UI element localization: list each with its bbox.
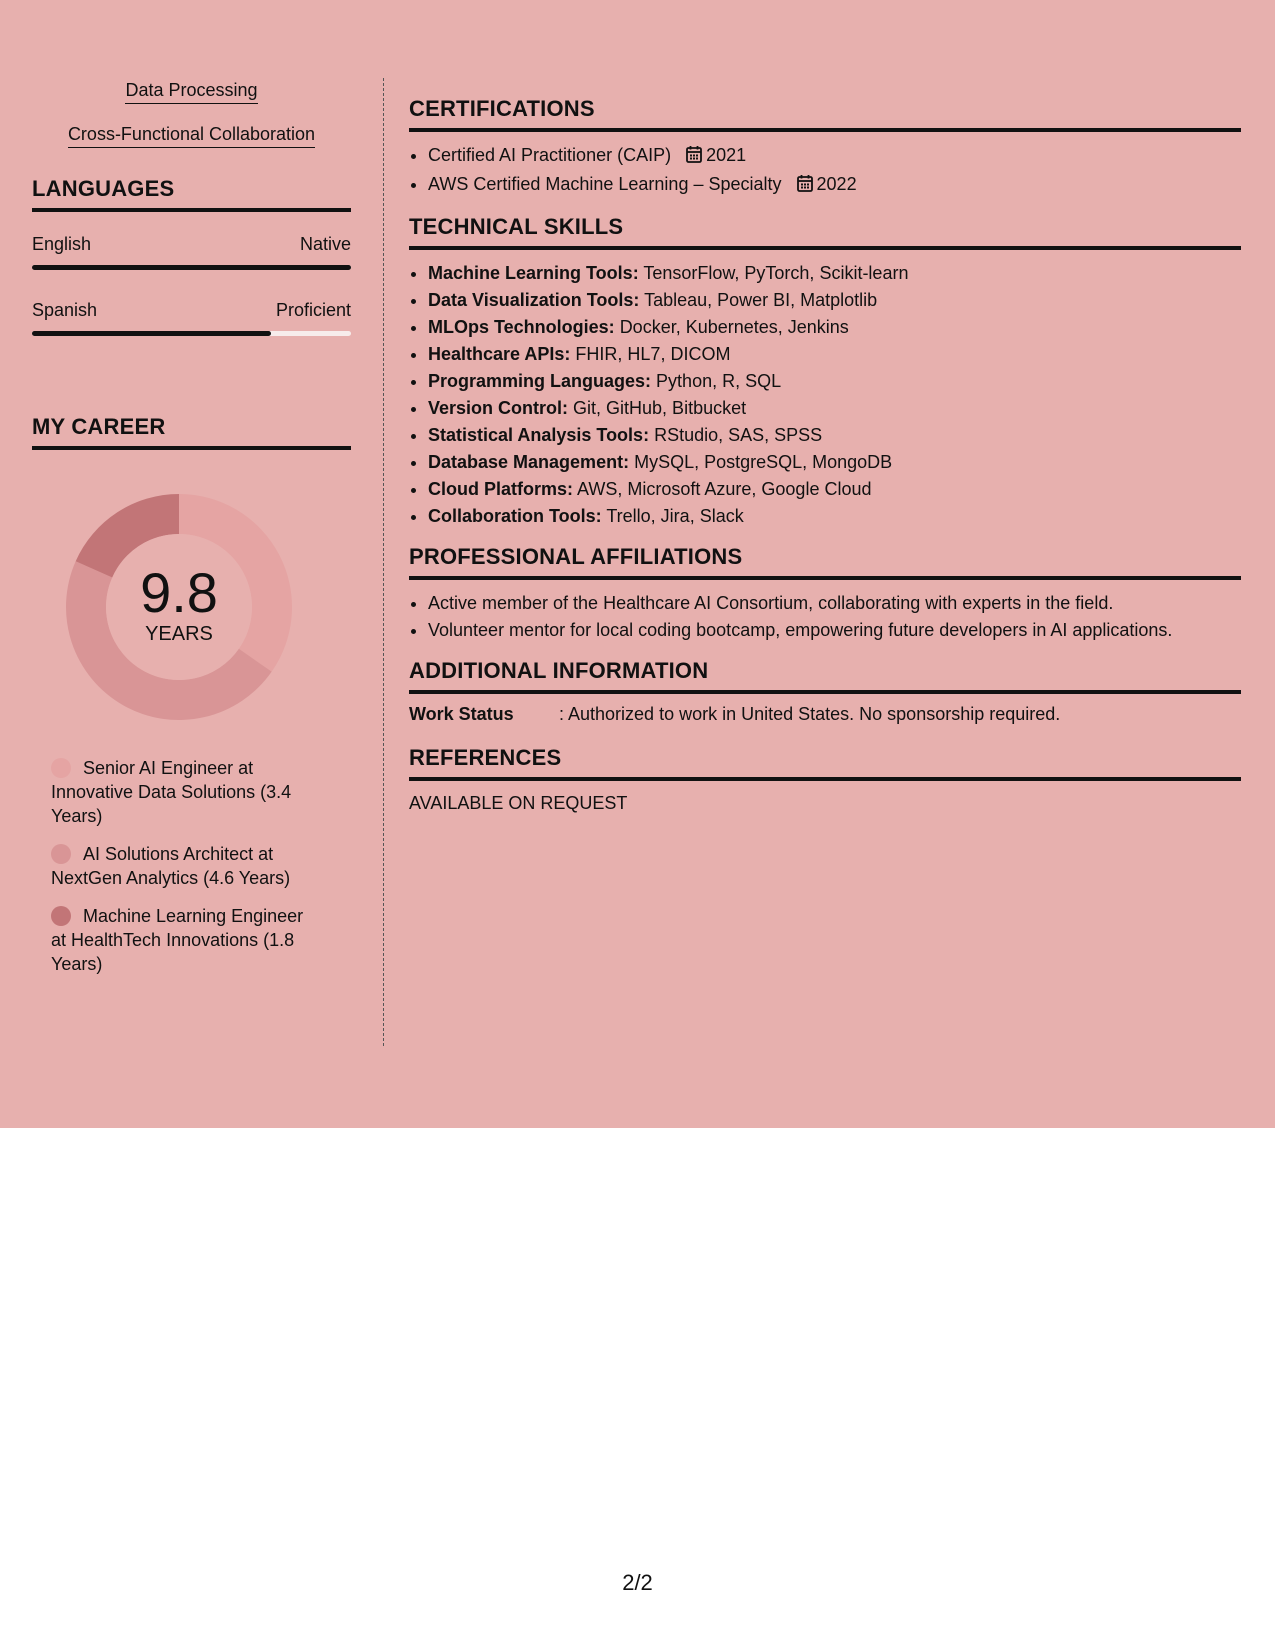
skill-tag: Cross-Functional Collaboration [32, 124, 351, 148]
work-status-label: Work Status [409, 704, 514, 724]
certifications-list [409, 142, 1241, 200]
career-donut-chart [66, 494, 292, 720]
career-section [32, 414, 351, 976]
career-total [66, 494, 292, 720]
column-divider [383, 78, 384, 1046]
technical-skills-section [409, 214, 1241, 530]
affiliation-item: • Volunteer mentor for local coding bootcamp, empowering future developers in AI applications. [428, 617, 1241, 644]
skill-item: • Programming Languages: Python, R, SQL [428, 368, 1241, 395]
language-proficiency-fill [32, 265, 351, 270]
career-legend [32, 756, 321, 976]
references-section [409, 745, 1241, 814]
right-column [409, 96, 1241, 828]
skill-item: • Collaboration Tools: Trello, Jira, Slack [428, 503, 1241, 530]
affiliations-heading: PROFESSIONAL AFFILIATIONS [409, 544, 1241, 580]
additional-info-section [409, 658, 1241, 725]
languages-heading: LANGUAGES [32, 176, 351, 212]
certification-year: 2021 [706, 145, 747, 165]
career-heading: MY CAREER [32, 414, 351, 450]
language-proficiency-fill [32, 331, 271, 336]
legend-dot-icon [51, 906, 71, 926]
skill-tag: Data Processing [32, 80, 351, 104]
work-status-value: : Authorized to work in United States. No sponsorship required. [559, 704, 1061, 724]
career-total-unit: YEARS [145, 622, 213, 645]
certification-item: • Certified AI Practitioner (CAIP) 2021 [428, 142, 1241, 171]
work-status-row [409, 704, 1241, 725]
skill-item: • Database Management: MySQL, PostgreSQL, MongoDB [428, 449, 1241, 476]
skill-item: • Cloud Platforms: AWS, Microsoft Azure, Google Cloud [428, 476, 1241, 503]
left-column [32, 80, 351, 990]
career-legend-item: AI Solutions Architect at NextGen Analytics (4.6 Years) [51, 844, 291, 888]
language-proficiency-bar [32, 331, 351, 336]
skill-item: • Statistical Analysis Tools: RStudio, SAS, SPSS [428, 422, 1241, 449]
affiliation-item: • Active member of the Healthcare AI Consortium, collaborating with experts in the field. [428, 590, 1241, 617]
career-total-value: 9.8 [140, 560, 218, 624]
language-row [32, 300, 351, 321]
technical-skills-heading: TECHNICAL SKILLS [409, 214, 1241, 250]
legend-dot-icon [51, 758, 71, 778]
calendar-icon [797, 173, 813, 200]
certifications-section [409, 96, 1241, 200]
career-legend-item: Machine Learning Engineer at HealthTech Innovations (1.8 Years) [51, 906, 304, 974]
affiliations-section [409, 544, 1241, 644]
languages-section [32, 176, 351, 336]
language-name: English [32, 234, 92, 254]
skill-item: • Data Visualization Tools: Tableau, Power BI, Matplotlib [428, 287, 1241, 314]
additional-info-heading: ADDITIONAL INFORMATION [409, 658, 1241, 694]
legend-dot-icon [51, 844, 71, 864]
page-number: 2/2 [622, 1570, 653, 1595]
skill-item: • Version Control: Git, GitHub, Bitbucket [428, 395, 1241, 422]
affiliations-list [409, 590, 1241, 644]
skill-item: • Machine Learning Tools: TensorFlow, PyTorch, Scikit-learn [428, 260, 1241, 287]
language-level: Proficient [275, 300, 351, 320]
language-name: Spanish [32, 300, 98, 320]
skill-item: • Healthcare APIs: FHIR, HL7, DICOM [428, 341, 1241, 368]
technical-skills-list [409, 260, 1241, 530]
career-legend-item: Senior AI Engineer at Innovative Data Solutions (3.4 Years) [51, 758, 292, 826]
calendar-icon [686, 144, 702, 171]
certification-item: • AWS Certified Machine Learning – Specialty 2022 [428, 171, 1241, 200]
certification-year: 2022 [816, 174, 857, 194]
references-text: AVAILABLE ON REQUEST [409, 793, 628, 813]
skill-item: • MLOps Technologies: Docker, Kubernetes, Jenkins [428, 314, 1241, 341]
language-row [32, 234, 351, 255]
certifications-heading: CERTIFICATIONS [409, 96, 1241, 132]
language-level: Native [299, 234, 351, 254]
language-proficiency-bar [32, 265, 351, 270]
references-heading: REFERENCES [409, 745, 1241, 781]
